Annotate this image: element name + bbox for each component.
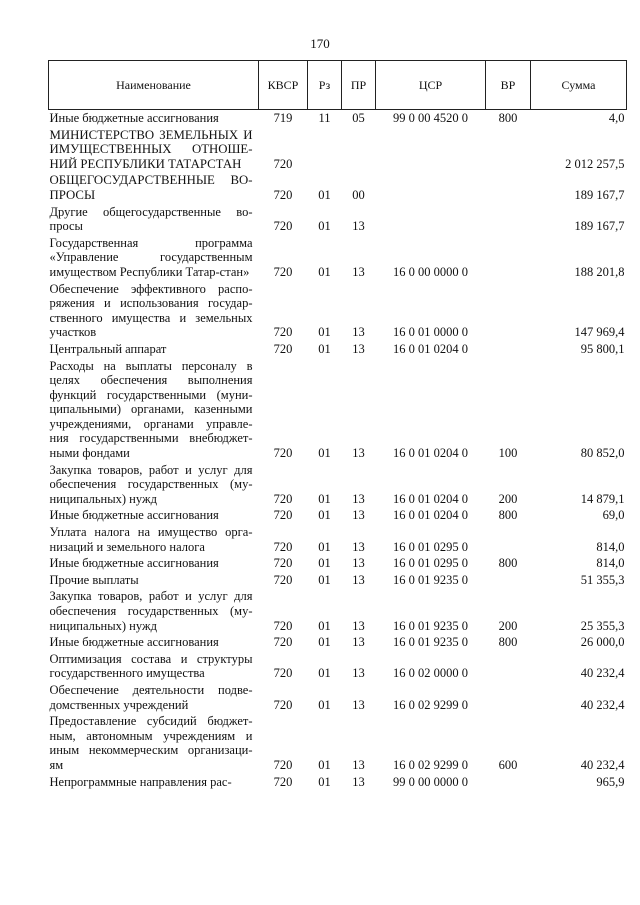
row-name: Закупка товаров, работ и услуг для обеспечения государственных (му-ниципальных) нужд	[49, 589, 253, 633]
row-csr: 16 0 00 0000 0	[393, 264, 468, 279]
row-kvsr: 720	[273, 697, 293, 712]
row-csr: 16 0 02 9299 0	[393, 697, 468, 712]
row-pr: 13	[352, 572, 365, 587]
row-name: ОБЩЕГОСУДАРСТВЕННЫЕ ВО-ПРОСЫ	[49, 173, 253, 202]
row-name: Другие общегосударственные во-просы	[49, 204, 253, 234]
row-name: Закупка товаров, работ и услуг для обеспечения государственных (му-ниципальных) нужд	[49, 462, 253, 506]
table-row	[49, 204, 627, 235]
row-kvsr: 720	[273, 539, 293, 554]
row-sum: 814,0	[596, 556, 625, 571]
row-rz: 01	[318, 774, 331, 789]
table-row	[49, 682, 627, 713]
row-rz	[308, 127, 342, 173]
row-rz: 01	[318, 757, 331, 772]
row-pr: 13	[352, 341, 365, 356]
row-csr: 16 0 01 0204 0	[393, 508, 468, 523]
row-kvsr: 720	[273, 618, 293, 633]
row-kvsr: 720	[273, 491, 293, 506]
row-vr	[486, 341, 531, 358]
row-kvsr: 720	[273, 774, 293, 789]
row-sum: 95 800,1	[580, 341, 625, 356]
row-kvsr: 720	[273, 635, 293, 650]
table-row	[49, 358, 627, 462]
row-kvsr: 720	[273, 187, 293, 202]
row-pr: 13	[352, 697, 365, 712]
row-sum: 2 012 257,5	[565, 156, 625, 171]
table-row	[49, 281, 627, 341]
row-name: Непрограммные направления рас-	[49, 774, 232, 789]
row-kvsr: 720	[273, 341, 293, 356]
row-csr: 16 0 01 9235 0	[393, 635, 468, 650]
row-pr: 13	[352, 491, 365, 506]
row-pr: 13	[352, 635, 365, 650]
table-row	[49, 235, 627, 281]
row-name: Оптимизация состава и структуры государственного имущества	[49, 651, 253, 681]
row-vr	[486, 172, 531, 203]
page-number: 170	[310, 36, 330, 51]
row-vr	[486, 572, 531, 589]
row-name: Государственная программа «Управление государственным имуществом Республики Татар-стан»	[49, 235, 253, 279]
row-vr: 200	[498, 618, 518, 633]
row-rz: 01	[318, 219, 331, 234]
row-sum: 189 167,7	[574, 219, 625, 234]
row-vr: 100	[498, 446, 518, 461]
row-pr	[342, 127, 376, 173]
row-pr: 00	[352, 187, 365, 202]
row-sum: 188 201,8	[574, 264, 625, 279]
row-kvsr: 720	[273, 508, 293, 523]
row-pr: 13	[352, 618, 365, 633]
header-sum: Сумма	[531, 61, 627, 110]
table-row	[49, 634, 627, 651]
row-name: Обеспечение деятельности подве-домственных учреждений	[49, 682, 253, 712]
row-vr	[486, 682, 531, 713]
row-sum: 25 355,3	[580, 618, 625, 633]
row-kvsr: 720	[273, 556, 293, 571]
row-pr: 13	[352, 556, 365, 571]
table-row	[49, 713, 627, 773]
row-rz: 01	[318, 618, 331, 633]
row-name: Уплата налога на имущество орга-низаций и земельного налога	[49, 525, 253, 554]
header-kvsr: КВСР	[259, 61, 308, 110]
row-rz: 01	[318, 341, 331, 356]
row-kvsr: 719	[273, 111, 293, 125]
row-name: Обеспечение эффективного распо-ряжения и использования государ-ственного имущества и земельных участков	[49, 281, 253, 340]
row-pr: 13	[352, 264, 365, 279]
row-rz: 01	[318, 446, 331, 461]
row-rz: 01	[318, 508, 331, 523]
row-csr: 99 0 00 4520 0	[393, 111, 468, 125]
table-row	[49, 462, 627, 508]
row-pr: 13	[352, 757, 365, 772]
header-vr: ВР	[486, 61, 531, 110]
row-rz: 01	[318, 264, 331, 279]
table-row	[49, 651, 627, 682]
row-pr: 05	[352, 111, 365, 125]
row-sum: 40 232,4	[580, 666, 625, 681]
row-name: Прочие выплаты	[49, 572, 139, 587]
row-csr: 16 0 01 0295 0	[393, 556, 468, 571]
row-csr: 16 0 02 9299 0	[393, 757, 468, 772]
row-csr: 16 0 01 0204 0	[393, 446, 468, 461]
table-row	[49, 172, 627, 203]
row-csr: 16 0 01 0295 0	[393, 539, 468, 554]
table-row	[49, 127, 627, 173]
row-csr	[376, 172, 486, 203]
row-sum: 51 355,3	[580, 572, 625, 587]
row-rz: 01	[318, 187, 331, 202]
row-kvsr: 720	[273, 757, 293, 772]
row-rz: 01	[318, 635, 331, 650]
row-vr	[486, 524, 531, 555]
table-row	[49, 774, 627, 791]
row-kvsr: 720	[273, 264, 293, 279]
row-rz: 01	[318, 325, 331, 340]
row-rz: 01	[318, 556, 331, 571]
row-csr: 16 0 01 0204 0	[393, 491, 468, 506]
table-row	[49, 110, 627, 127]
row-name: Центральный аппарат	[49, 341, 167, 356]
row-sum: 814,0	[596, 539, 625, 554]
row-vr	[486, 651, 531, 682]
row-pr: 13	[352, 774, 365, 789]
row-name: Расходы на выплаты персоналу в целях обеспечения выполнения функций государственными (муни-ципальными) органами, казенными учреждениями, органами управле-ния государственными внебюджет-ными фондами	[49, 358, 253, 461]
row-vr: 800	[498, 111, 518, 125]
row-name: МИНИСТЕРСТВО ЗЕМЕЛЬНЫХ И ИМУЩЕСТВЕННЫХ ОТНОШЕ-НИЙ РЕСПУБЛИКИ ТАТАРСТАН	[49, 127, 253, 171]
row-sum: 4,0	[608, 111, 625, 125]
row-csr: 99 0 00 0000 0	[393, 774, 468, 789]
row-pr: 13	[352, 446, 365, 461]
row-vr: 800	[498, 635, 518, 650]
row-sum: 40 232,4	[580, 757, 625, 772]
row-vr: 200	[498, 491, 518, 506]
budget-table	[48, 60, 627, 790]
table-row	[49, 507, 627, 524]
row-sum: 26 000,0	[580, 635, 625, 650]
row-kvsr: 720	[273, 325, 293, 340]
row-kvsr: 720	[273, 666, 293, 681]
row-kvsr: 720	[273, 219, 293, 234]
row-pr: 13	[352, 666, 365, 681]
row-sum: 14 879,1	[580, 491, 625, 506]
row-vr: 800	[498, 556, 518, 571]
row-csr: 16 0 02 0000 0	[393, 666, 468, 681]
row-rz: 01	[318, 666, 331, 681]
row-vr: 800	[498, 508, 518, 523]
row-rz: 11	[318, 111, 331, 125]
row-rz: 01	[318, 697, 331, 712]
row-sum: 80 852,0	[580, 446, 625, 461]
row-kvsr: 720	[273, 446, 293, 461]
row-vr	[486, 127, 531, 173]
row-csr: 16 0 01 0204 0	[393, 341, 468, 356]
row-csr	[376, 204, 486, 235]
row-pr: 13	[352, 325, 365, 340]
row-name: Иные бюджетные ассигнования	[49, 111, 219, 125]
row-pr: 13	[352, 539, 365, 554]
row-vr: 600	[498, 757, 518, 772]
row-sum: 40 232,4	[580, 697, 625, 712]
budget-table-container	[48, 60, 626, 790]
row-vr	[486, 204, 531, 235]
row-rz: 01	[318, 572, 331, 587]
header-pr: ПР	[342, 61, 376, 110]
row-name: Предоставление субсидий бюджет-ным, автономным учреждениям и иным некоммерческим организаци-ям	[49, 714, 253, 772]
row-csr: 16 0 01 9235 0	[393, 572, 468, 587]
row-name: Иные бюджетные ассигнования	[49, 508, 219, 523]
table-header-row	[49, 61, 627, 110]
row-csr: 16 0 01 9235 0	[393, 618, 468, 633]
table-row	[49, 524, 627, 555]
row-pr: 13	[352, 219, 365, 234]
row-sum: 147 969,4	[574, 325, 625, 340]
row-csr: 16 0 01 0000 0	[393, 325, 468, 340]
row-vr	[486, 774, 531, 791]
table-row	[49, 341, 627, 358]
row-vr	[486, 281, 531, 341]
row-sum: 965,9	[596, 774, 625, 789]
row-name: Иные бюджетные ассигнования	[49, 556, 219, 571]
row-sum: 69,0	[602, 508, 625, 523]
table-row	[49, 572, 627, 589]
header-csr: ЦСР	[376, 61, 486, 110]
row-kvsr: 720	[273, 156, 293, 171]
table-row	[49, 588, 627, 634]
header-rz: Рз	[308, 61, 342, 110]
table-row	[49, 555, 627, 572]
row-pr: 13	[352, 508, 365, 523]
header-name: Наименование	[49, 61, 259, 110]
row-csr	[376, 127, 486, 173]
row-name: Иные бюджетные ассигнования	[49, 635, 219, 650]
row-rz: 01	[318, 539, 331, 554]
row-sum: 189 167,7	[574, 187, 625, 202]
row-rz: 01	[318, 491, 331, 506]
row-vr	[486, 235, 531, 281]
row-kvsr: 720	[273, 572, 293, 587]
